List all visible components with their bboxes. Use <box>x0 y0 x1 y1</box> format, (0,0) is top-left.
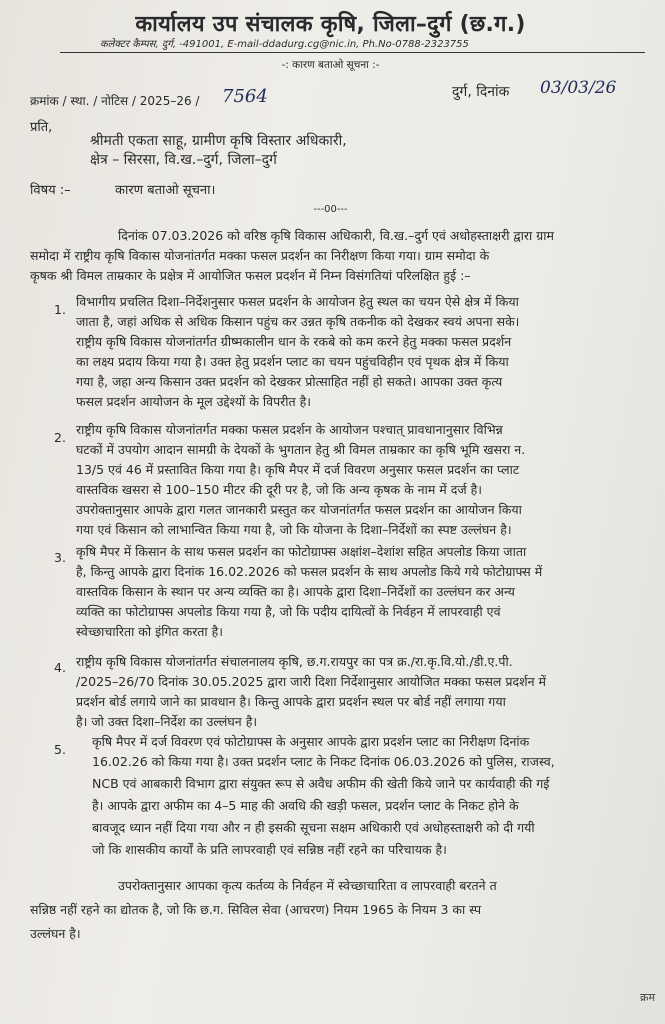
point-line: फसल प्रदर्शन आयोजन के मूल उद्देश्यों के विपरीत है। <box>76 394 312 409</box>
subject-value: कारण बताओ सूचना। <box>115 183 216 198</box>
reference-label: क्रमांक / स्था. / नोटिस / 2025–26 / <box>30 94 200 108</box>
point-line: का लक्ष्य प्रदाय किया गया है। उक्त हेतु प्रदर्शन प्लाट का चयन पहुंचविहीन एवं पृथक क्षेत्र में किया <box>76 354 509 369</box>
point-number: 3. <box>54 550 66 565</box>
point-number: 1. <box>54 302 66 317</box>
point-line: NCB एवं आबकारी विभाग द्वारा संयुक्त रूप से अवैध अफीम की खेती किये जाने पर कार्यवाही की गई <box>92 776 550 791</box>
closing-line: उल्लंघन है। <box>30 926 81 941</box>
header-rule <box>60 52 645 53</box>
section-divider: ---00--- <box>313 204 348 215</box>
point-line: वास्तविक खसरा से 100–150 मीटर की दूरी पर है, जो कि अन्य कृषक के नाम में दर्ज है। <box>76 482 483 497</box>
point-line: है, किन्तु आपके द्वारा दिनांक 16.02.2026 को फसल प्रदर्शन के साथ अपलोड किये गये फोटोग्राफ्स में <box>76 564 543 579</box>
point-line: घटकों में उपयोग आदान सामग्री के देयकों के भुगतान हेतु श्री विमल ताम्रकार का कृषि भूमि खसरा न. <box>76 442 526 457</box>
notice-heading: -: कारण बताओ सूचना :- <box>281 59 380 71</box>
closing-line: उपरोक्तानुसार आपका कृत्य कर्तव्य के निर्वहन में स्वेच्छाचारिता व लापरवाही बरतने त <box>118 878 497 893</box>
point-line: राष्ट्रीय कृषि विकास योजनांतर्गत ग्रीष्मकालीन धान के रकबे को कम करने हेतु मक्का फसल प्रदर्शन <box>76 334 512 349</box>
date-label: दुर्ग, दिनांक <box>452 84 510 100</box>
office-address: कलेक्टर कैम्पस, दुर्ग, -491001, E-mail-ddadurg.cg@nic.in, Ph.No-0788-2323755 <box>100 39 469 50</box>
point-line: 13/5 एवं 46 में प्रस्तावित किया गया है। कृषि मैपर में दर्ज विवरण अनुसार फसल प्रदर्शन का प्लाट <box>76 462 520 477</box>
office-title: कार्यालय उप संचालक कृषि, जिला–दुर्ग (छ.ग.) <box>135 12 526 37</box>
point-number: 2. <box>54 430 66 445</box>
point-line: बावजूद ध्यान नहीं दिया गया और न ही इसकी सूचना सक्षम अधिकारी एवं अधोहस्ताक्षरी को दी गयी <box>92 820 535 835</box>
point-line: वास्तविक किसान के स्थान पर अन्य व्यक्ति का है। आपके द्वारा दिशा–निर्देशों का उल्लंघन कर अन्य <box>76 584 515 599</box>
point-line: स्वेच्छाचारिता को इंगित करता है। <box>76 624 224 639</box>
reference-number: 7564 <box>222 86 268 107</box>
point-line: राष्ट्रीय कृषि विकास योजनांतर्गत संचालनालय कृषि, छ.ग.रायपुर का पत्र क्र./रा.कृ.वि.यो./डी.ए.पी. <box>76 654 513 669</box>
point-number: 5. <box>54 742 66 757</box>
point-line: गया एवं किसान को लाभान्वित किया गया है, जो कि योजना के दिशा–निर्देशों का स्पष्ट उल्लंघन है। <box>76 522 512 537</box>
point-line: 16.02.26 को किया गया है। उक्त प्रदर्शन प्लाट के निकट दिनांक 06.03.2026 को पुलिस, राजस्व, <box>92 754 555 769</box>
point-number: 4. <box>54 660 66 675</box>
date-value: 03/03/26 <box>540 78 617 98</box>
recipient-line-2: क्षेत्र – सिरसा, वि.ख.–दुर्ग, जिला–दुर्ग <box>90 152 277 168</box>
subject-label: विषय :– <box>30 183 71 198</box>
point-line: राष्ट्रीय कृषि विकास योजनांतर्गत मक्का फसल प्रदर्शन के आयोजन पश्चात् प्रावधानानुसार विभिन्न <box>76 422 503 437</box>
point-line: /2025–26/70 दिनांक 30.05.2025 द्वारा जारी दिशा निर्देशानुसार आयोजित मक्का फसल प्रदर्शन में <box>76 674 547 689</box>
point-line: विभागीय प्रचलित दिशा–निर्देशनुसार फसल प्रदर्शन के आयोजन हेतु स्थल का चयन ऐसे क्षेत्र में किया <box>76 294 519 309</box>
page-edge-mark: क्रम <box>640 991 656 1004</box>
point-line: गया है, जहा अन्य किसान उक्त प्रदर्शन को देखकर प्रोत्साहित नहीं हो सकते। आपका उक्त कृत्य <box>76 374 503 389</box>
intro-line: समोदा में राष्ट्रीय कृषि विकास योजनांतर्गत मक्का फसल प्रदर्शन का निरीक्षण किया गया। ग्राम समोदा के <box>30 248 490 263</box>
point-line: व्यक्ति का फोटोग्राफ्स अपलोड किया गया है, जो कि पदीय दायित्वों के निर्वहन में लापरवाही एवं <box>76 604 501 619</box>
intro-line: दिनांक 07.03.2026 को वरिष्ठ कृषि विकास अधिकारी, वि.ख.–दुर्ग एवं अधोहस्ताक्षरी द्वारा ग्राम <box>118 228 554 243</box>
point-line: जाता है, जहां अधिक से अधिक किसान पहुंच कर उन्नत कृषि तकनीक को देखकर स्वयं अपना सके। <box>76 314 520 329</box>
closing-line: सन्निष्ठ नहीं रहने का द्योतक है, जो कि छ.ग. सिविल सेवा (आचरण) नियम 1965 के नियम 3 का स्प <box>30 902 482 917</box>
point-line: जो कि शासकीय कार्यों के प्रति लापरवाही एवं सन्निष्ठ नहीं रहने का परिचायक है। <box>92 842 447 857</box>
point-line: कृषि मैपर में दर्ज विवरण एवं फोटोग्राफ्स के अनुसार आपके द्वारा प्रदर्शन प्लाट का निरीक्षण दिनांक <box>92 734 530 749</box>
point-line: उपरोक्तानुसार आपके द्वारा गलत जानकारी प्रस्तुत कर योजनांतर्गत फसल प्रदर्शन का आयोजन किया <box>76 502 522 517</box>
point-line: कृषि मैपर में किसान के साथ फसल प्रदर्शन का फोटोग्राफ्स अक्षांश–देशांश सहित अपलोड किया जाता <box>76 544 527 559</box>
point-line: है। जो उक्त दिशा–निर्देश का उल्लंघन है। <box>76 714 258 729</box>
recipient-to: प्रति, <box>30 120 53 135</box>
intro-line: कृषक श्री विमल ताम्रकार के प्रक्षेत्र में आयोजित फसल प्रदर्शन में निम्न विसंगतियां परिलक्षित हुई :– <box>30 268 471 283</box>
recipient-line-1: श्रीमती एकता साहू, ग्रामीण कृषि विस्तार अधिकारी, <box>90 133 347 149</box>
point-line: प्रदर्शन बोर्ड लगाये जाने का प्रावधान है। किन्तु आपके द्वारा प्रदर्शन स्थल पर बोर्ड नहीं लगाया गया <box>76 694 506 709</box>
point-line: है। आपके द्वारा अफीम का 4–5 माह की अवधि की खड़ी फसल, प्रदर्शन प्लाट के निकट होने के <box>92 798 519 813</box>
